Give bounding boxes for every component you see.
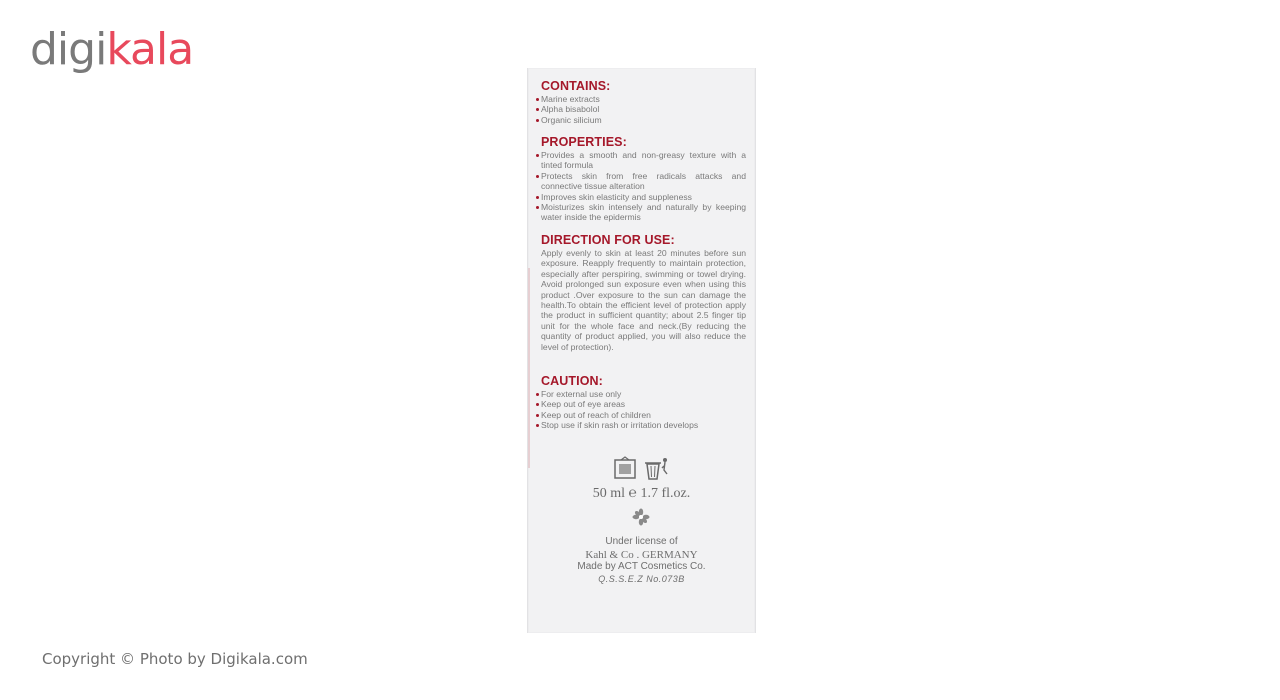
direction-heading: DIRECTION FOR USE: <box>541 233 675 247</box>
direction-section <box>541 233 746 352</box>
list-item: Moisturizes skin intensely and naturally by keeping water inside the epidermis <box>541 202 746 223</box>
logo-gray-part: digi <box>30 24 107 75</box>
list-item: Keep out of eye areas <box>541 399 746 409</box>
direction-text: Apply evenly to skin at least 20 minutes before sun exposure. Reapply frequently to maintain protection, especially after perspiring, swimming or towel drying. Avoid prolonged sun exposure even when using this product .Over exposure to the sun can damage the health.To obtain the efficient level of protection apply the product in sufficient quantity; about 2.5 finger tip unit for the whole face and neck.(By reducing the quantity of product applied, you will also reduce the level of protection). <box>541 248 746 352</box>
list-item: Marine extracts <box>541 94 746 104</box>
license-line4 <box>528 573 755 586</box>
box-edge-accent <box>528 268 530 468</box>
caution-section <box>541 374 746 431</box>
logo-red-part: kala <box>106 24 194 75</box>
volume-label: 50 ml ℮ 1.7 fl.oz. <box>592 486 691 501</box>
list-item: Stop use if skin rash or irritation develops <box>541 420 746 430</box>
license-line1: Under license of <box>605 536 678 547</box>
license-line3: Made by ACT Cosmetics Co. <box>577 561 706 572</box>
product-box <box>527 68 756 633</box>
digikala-logo <box>30 24 193 76</box>
flower-logo-icon <box>632 508 650 528</box>
contains-heading: CONTAINS: <box>541 79 611 93</box>
properties-section <box>541 135 746 223</box>
list-item: For external use only <box>541 389 746 399</box>
list-item: Protects skin from free radicals attacks and connective tissue alteration <box>541 170 746 192</box>
recycle-box-icon <box>613 456 673 482</box>
list-item: Provides a smooth and non-greasy texture with a tinted formula <box>541 150 746 171</box>
list-item: Keep out of reach of children <box>541 410 746 420</box>
license-code: Q.S.S.E.Z No.073B <box>598 574 685 584</box>
trash-bin-icon <box>645 458 667 479</box>
caution-heading: CAUTION: <box>541 374 603 388</box>
list-item: Improves skin elasticity and suppleness <box>541 192 746 202</box>
properties-heading: PROPERTIES: <box>541 135 627 149</box>
copyright-text: Copyright © Photo by Digikala.com <box>42 650 308 668</box>
contains-section <box>541 79 746 125</box>
list-item: Organic silicium <box>541 115 746 125</box>
list-item: Alpha bisabolol <box>541 104 746 114</box>
disposal-icons <box>613 456 673 482</box>
license-company: Kahl & Co . GERMANY <box>585 549 698 561</box>
